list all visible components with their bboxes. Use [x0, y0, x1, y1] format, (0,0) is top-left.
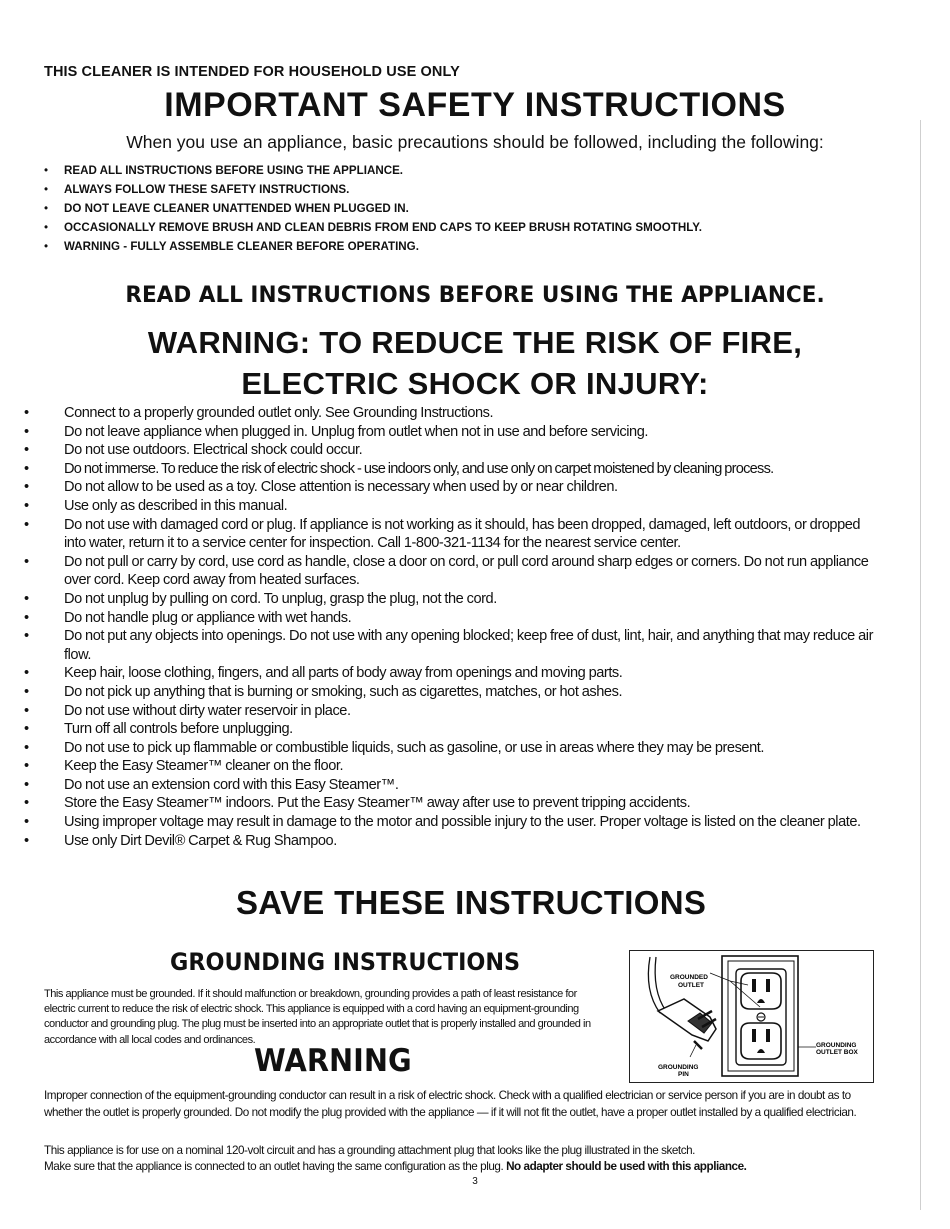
page-title: IMPORTANT SAFETY INSTRUCTIONS — [164, 86, 786, 124]
list-item: • Connect to a properly grounded outlet only. See Grounding Instructions. — [44, 404, 880, 423]
list-item: • Do not use outdoors. Electrical shock could occur. — [44, 441, 880, 460]
list-item: • READ ALL INSTRUCTIONS BEFORE USING THE APPLIANCE. — [44, 161, 702, 180]
list-item: • Use only Dirt Devil® Carpet & Rug Shampoo. — [44, 832, 880, 851]
no-adapter-note: No adapter should be used with this appliance. — [506, 1160, 747, 1173]
outlet-illustration — [630, 951, 873, 1082]
warning-heading-line2: ELECTRIC SHOCK OR INJURY: — [241, 366, 709, 401]
list-item: • Do not handle plug or appliance with wet hands. — [44, 609, 880, 628]
list-item: • Do not allow to be used as a toy. Close attention is necessary when used by or near children. — [44, 478, 880, 497]
list-item: • Do not pull or carry by cord, use cord as handle, close a door on cord, or pull cord around sharp edges or corners. Do not run appliance over cord. Keep cord away from heated surfaces. — [44, 553, 880, 590]
grounding-heading: GROUNDING INSTRUCTIONS — [170, 948, 521, 976]
grounding-pin-label: GROUNDING — [658, 1064, 699, 1071]
grounding-warning-heading: WARNING — [254, 1043, 412, 1079]
list-item: • OCCASIONALLY REMOVE BRUSH AND CLEAN DEBRIS FROM END CAPS TO KEEP BRUSH ROTATING SMOOTHLY. — [44, 218, 702, 237]
paragraph-3-text: Make sure that the appliance is connected to an outlet having the same configuration as the plug. — [44, 1160, 504, 1173]
grounding-paragraph-2: This appliance is for use on a nominal 120-volt circuit and has a grounding attachment plug that looks like the plug illustrated in the sketch. — [44, 1144, 695, 1157]
grounding-paragraph-3 — [44, 1158, 884, 1175]
outlet-box-label-2: OUTLET BOX — [816, 1049, 858, 1056]
grounded-outlet-label: GROUNDED — [670, 974, 708, 981]
page-number: 3 — [472, 1176, 478, 1187]
cord-icon — [648, 957, 660, 1013]
grounding-paragraph-1: Improper connection of the equipment-grounding conductor can result in a risk of electric shock. Check with a qualified electrician or service person if you are in doubt as to whether the outlet is properly grounded. Do not modify the plug provided with the appliance — if it will not fit the outlet, have a proper outlet installed by a qualified electrician. — [44, 1089, 857, 1119]
warnings-list — [44, 404, 880, 850]
grounded-outlet-label-2: OUTLET — [678, 982, 704, 989]
warning-heading — [0, 322, 950, 404]
list-item: • Using improper voltage may result in damage to the motor and possible injury to the user. Proper voltage is listed on the cleaner plate. — [44, 813, 880, 832]
list-item: • Do not use without dirty water reservoir in place. — [44, 702, 880, 721]
save-instructions-heading: SAVE THESE INSTRUCTIONS — [236, 884, 707, 921]
list-item: • Turn off all controls before unplugging. — [44, 720, 880, 739]
list-item: • Do not put any objects into openings. Do not use with any opening blocked; keep free of dust, lint, hair, and anything that may reduce air flow. — [44, 627, 880, 664]
list-item: • Do not pick up anything that is burning or smoking, such as cigarettes, matches, or hot ashes. — [44, 683, 880, 702]
list-item: • Do not use to pick up flammable or combustible liquids, such as gasoline, or use in areas where they may be present. — [44, 739, 880, 758]
list-item: • Do not unplug by pulling on cord. To unplug, grasp the plug, not the cord. — [44, 590, 880, 609]
household-notice: THIS CLEANER IS INTENDED FOR HOUSEHOLD USE ONLY — [44, 64, 460, 80]
list-item: • Store the Easy Steamer™ indoors. Put the Easy Steamer™ away after use to prevent tripping accidents. — [44, 794, 880, 813]
list-item: • WARNING - FULLY ASSEMBLE CLEANER BEFORE OPERATING. — [44, 237, 702, 256]
outlet-box-label: GROUNDING — [816, 1042, 857, 1049]
intro-text: When you use an appliance, basic precautions should be followed, including the following: — [126, 132, 824, 152]
warning-heading-line1: WARNING: TO REDUCE THE RISK OF FIRE, — [147, 325, 803, 360]
precautions-list — [44, 161, 702, 256]
list-item: • ALWAYS FOLLOW THESE SAFETY INSTRUCTIONS. — [44, 180, 702, 199]
list-item: • Do not use with damaged cord or plug. If appliance is not working as it should, has been dropped, damaged, left outdoors, or dropped into water, return it to a service center for inspection. Call 1-800-321-1134 for the nearest service center. — [44, 516, 880, 553]
grounding-text: This appliance must be grounded. If it should malfunction or breakdown, grounding provides a path of least resistance for electric current to reduce the risk of electric shock. This appliance is equipped with a cord having an equipment-grounding conductor and grounding plug. The plug must be inserted into an appropriate outlet that is properly installed and grounded in accordance with all local codes and ordinances. — [44, 988, 591, 1046]
list-item: • Do not leave appliance when plugged in. Unplug from outlet when not in use and before servicing. — [44, 423, 880, 442]
list-item: • Keep the Easy Steamer™ cleaner on the floor. — [44, 757, 880, 776]
list-item: • Do not immerse. To reduce the risk of electric shock - use indoors only, and use only on carpet moistened by cleaning process. — [44, 460, 880, 479]
list-item: • Do not use an extension cord with this Easy Steamer™. — [44, 776, 880, 795]
list-item: • Keep hair, loose clothing, fingers, and all parts of body away from openings and moving parts. — [44, 664, 880, 683]
read-all-heading: READ ALL INSTRUCTIONS BEFORE USING THE APPLIANCE. — [125, 283, 825, 308]
list-item: • DO NOT LEAVE CLEANER UNATTENDED WHEN PLUGGED IN. — [44, 199, 702, 218]
page-edge-line — [920, 120, 921, 1210]
grounded-outlet-diagram — [629, 950, 874, 1083]
list-item: • Use only as described in this manual. — [44, 497, 880, 516]
grounding-pin-label-2: PIN — [678, 1071, 689, 1078]
